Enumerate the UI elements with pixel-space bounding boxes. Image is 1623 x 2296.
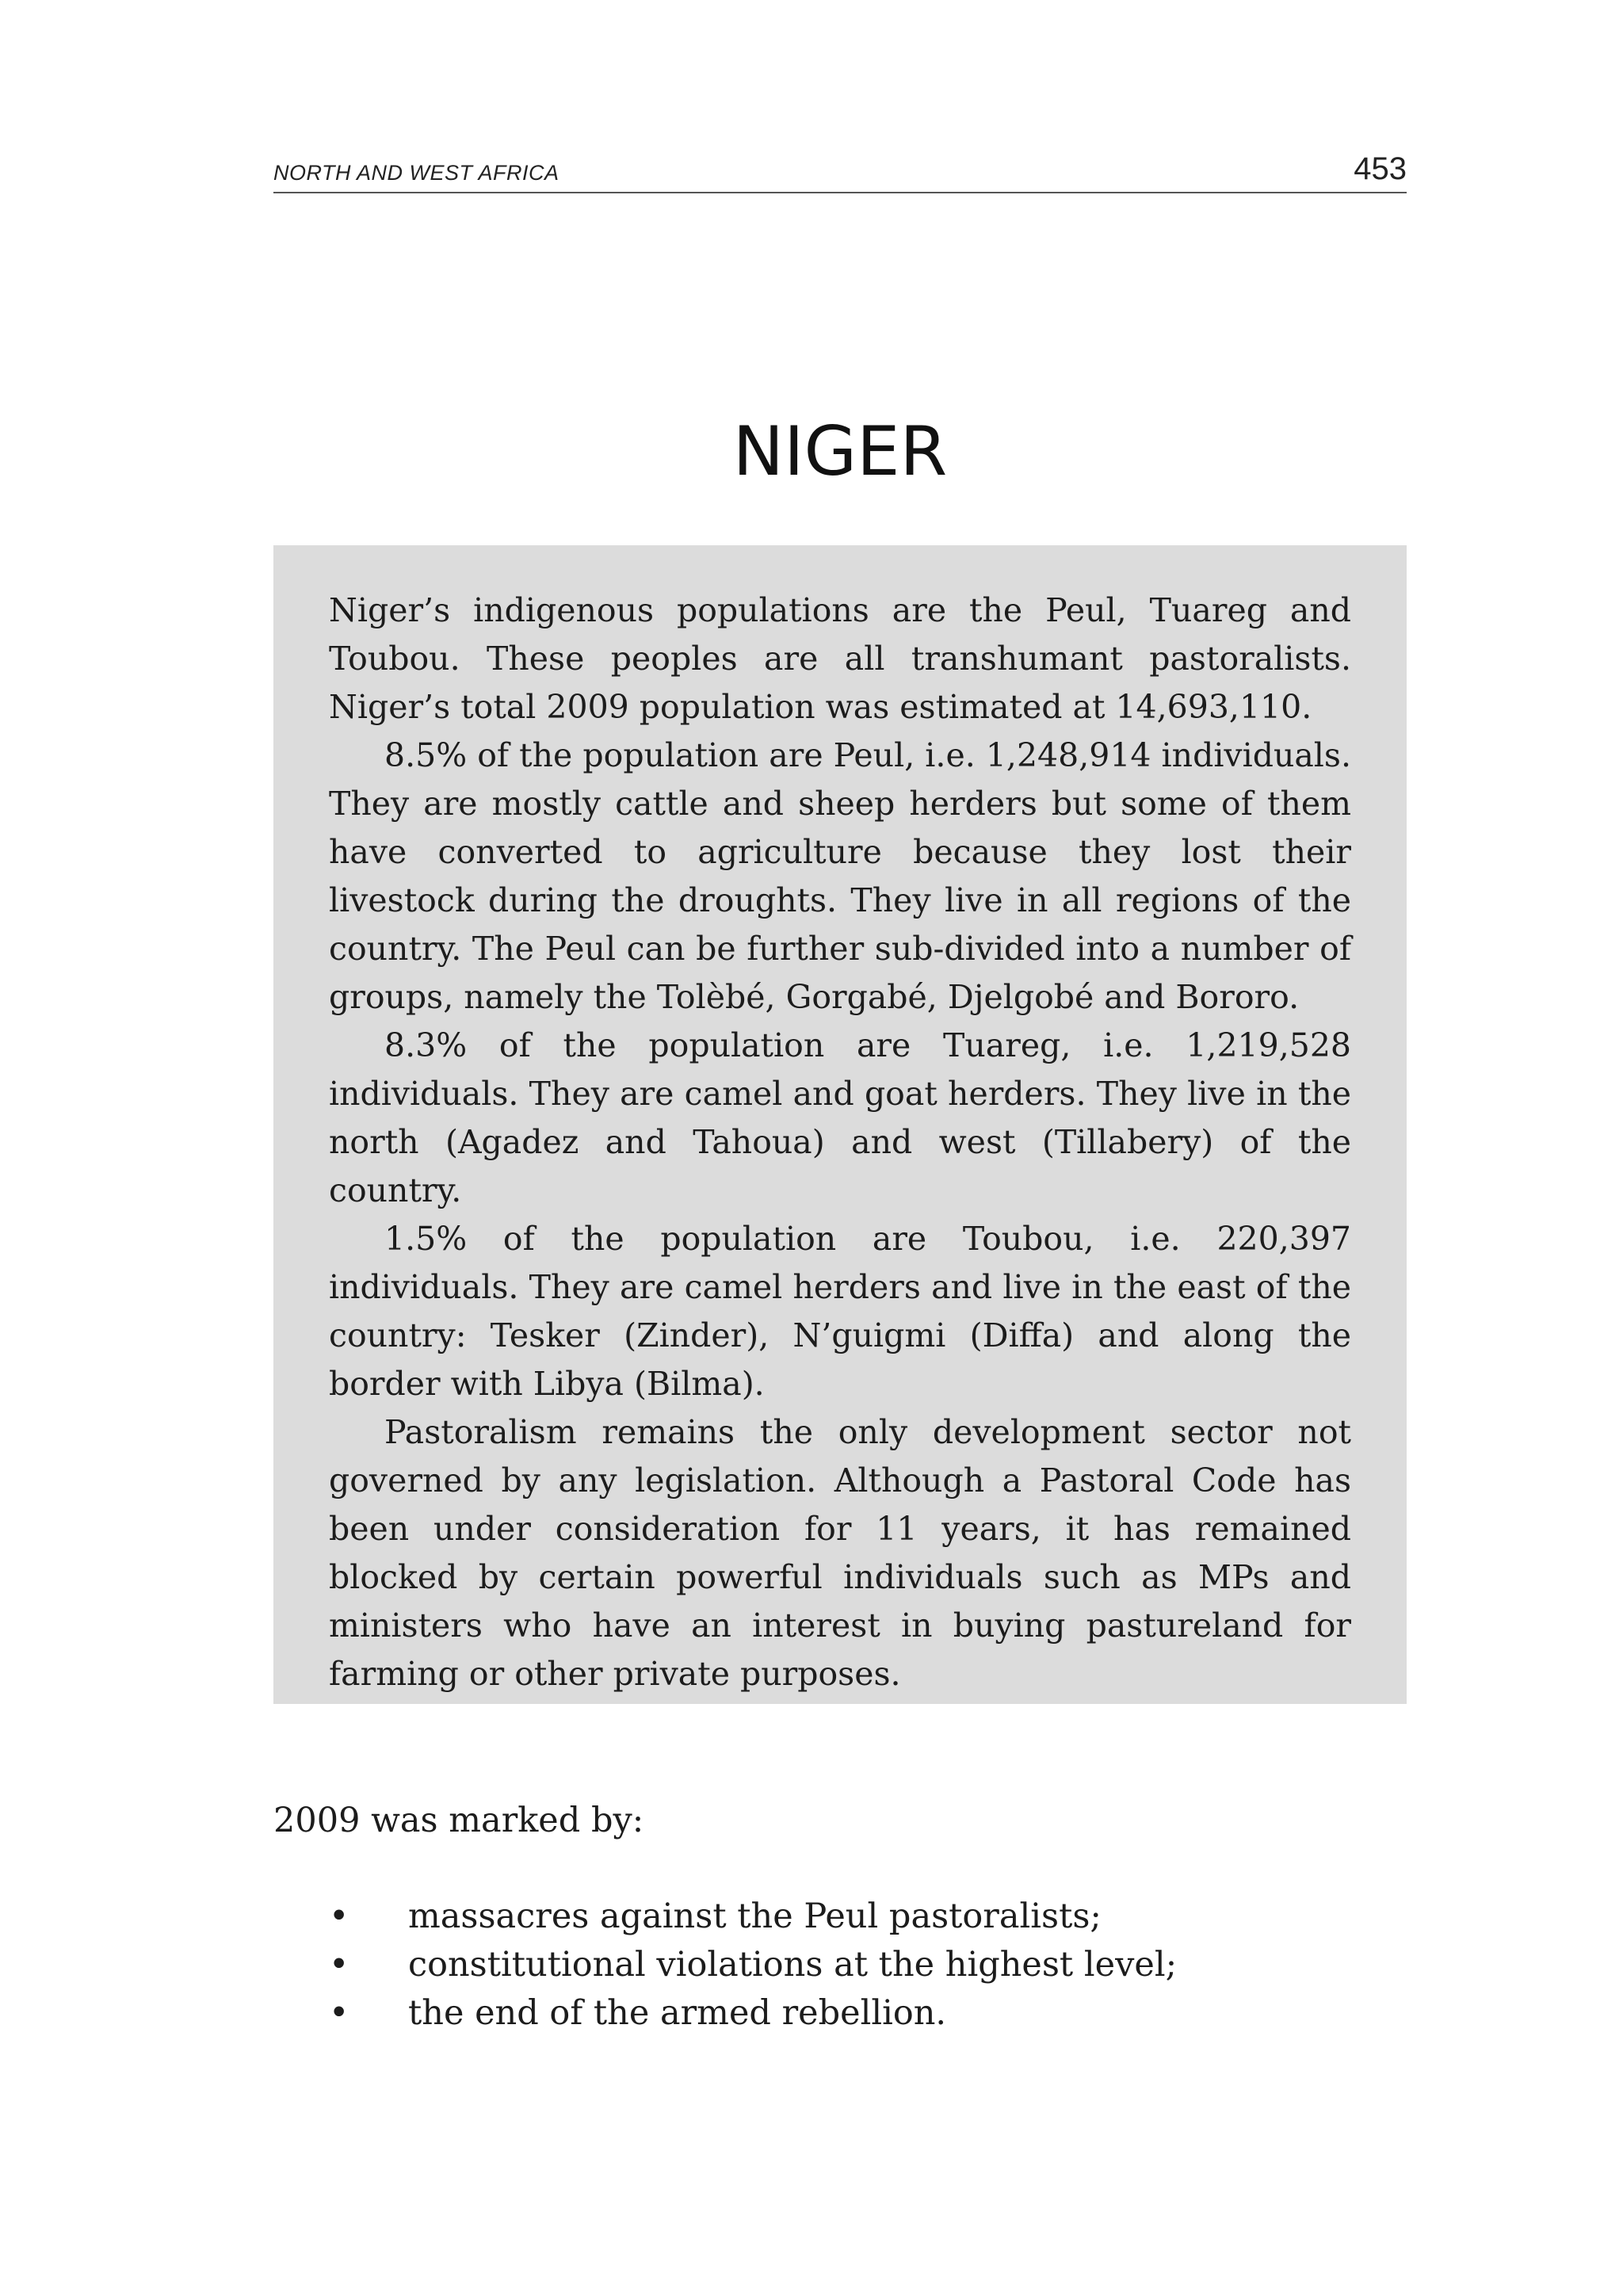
list-item <box>273 1941 1177 1989</box>
bullet-icon: • <box>329 1897 349 1936</box>
bullet-icon: • <box>329 1993 349 2033</box>
list-item-text: massacres against the Peul pastoralists; <box>408 1897 1102 1936</box>
list-item-text: the end of the armed rebellion. <box>408 1993 947 2033</box>
running-head-section: NORTH AND WEST AFRICA <box>273 161 559 185</box>
chapter-title: NIGER <box>732 412 948 491</box>
summary-paragraph: 1.5% of the population are Toubou, i.e. 220,397 individuals. They are camel herders and live in the east of the country: Tesker (Zinder), N’guigmi (Diffa) and along the border with Libya (Bilma). <box>329 1220 1351 1403</box>
summary-paragraph: Niger’s indigenous populations are the Peul, Tuareg and Toubou. These peoples are all transhumant pastoralists. Niger’s total 2009 population was estimated at 14,693,110. <box>329 591 1351 726</box>
list-item <box>273 1893 1177 1941</box>
summary-paragraph: Pastoralism remains the only development sector not governed by any legislation. Although a Pastoral Code has been under consideration for 11 years, it has remained blocked by certain powerful individuals such as MPs and ministers who have an interest in buying pastureland for farming or other private purposes. <box>329 1413 1351 1693</box>
list-item-text: constitutional violations at the highest level; <box>408 1945 1178 1985</box>
bullet-list <box>273 1893 1177 2038</box>
running-head <box>273 152 1407 193</box>
page-number: 453 <box>1354 151 1407 186</box>
list-item <box>273 1989 1177 2038</box>
summary-paragraph: 8.5% of the population are Peul, i.e. 1,248,914 individuals. They are mostly cattle and sheep herders but some of them have converted to agriculture because they lost their livestock during the droughts. They live in all regions of the country. The Peul can be further sub-divided into a number of groups, namely the Tolèbé, Gorgabé, Djelgobé and Bororo. <box>329 736 1351 1016</box>
summary-box <box>273 545 1407 1704</box>
body-intro: 2009 was marked by: <box>273 1801 644 1840</box>
summary-paragraph: 8.3% of the population are Tuareg, i.e. 1,219,528 individuals. They are camel and goat herders. They live in the north (Agadez and Tahoua) and west (Tillabery) of the country. <box>329 1026 1351 1209</box>
bullet-icon: • <box>329 1945 349 1985</box>
